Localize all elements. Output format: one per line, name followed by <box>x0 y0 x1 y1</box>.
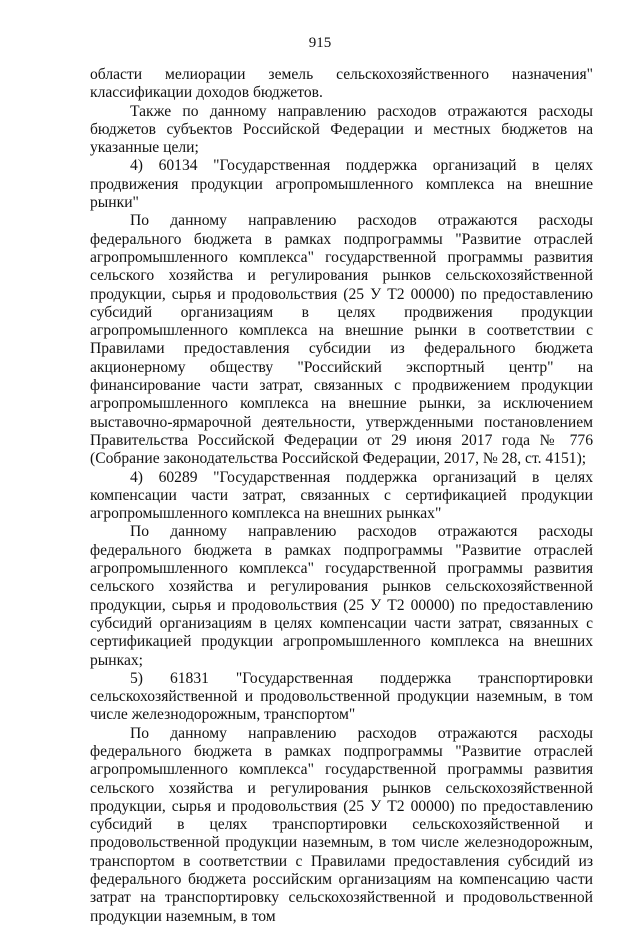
document-body <box>90 66 593 926</box>
paragraph: Также по данному направлению расходов отражаются расходы бюджетов субъектов Российской Федерации и местных бюджетов на указанные цели; <box>90 102 593 157</box>
paragraph: По данному направлению расходов отражаются расходы федерального бюджета в рамках подпрограммы "Развитие отраслей агропромышленного комплекса" государственной программы развития сельского хозяйства и регулирования рынков сельскохозяйственной продукции, сырья и продовольствия (25 У Т2 00000) по предоставлению субсидий организациям в целях продвижения продукции агропромышленного комплекса на внешние рынки в соответствии с Правилами предоставления субсидии из федерального бюджета акционерному обществу "Российский экспортный центр" на финансирование части затрат, связанных с продвижением продукции агропромышленного комплекса на внешние рынки, за исключением выставочно-ярмарочной деятельности, утвержденными постановлением Правительства Российской Федерации от 29 июня 2017 года № 776 (Собрание законодательства Российской Федерации, 2017, № 28, ст. 4151); <box>90 212 593 468</box>
paragraph-continuation: области мелиорации земель сельскохозяйственного назначения" классификации доходов бюджетов. <box>90 66 593 102</box>
paragraph: По данному направлению расходов отражаются расходы федерального бюджета в рамках подпрограммы "Развитие отраслей агропромышленного комплекса" государственной программы развития сельского хозяйства и регулирования рынков сельскохозяйственной продукции, сырья и продовольствия (25 У Т2 00000) по предоставлению субсидий в целях транспортировки сельскохозяйственной и продовольственной продукции наземным, в том числе железнодорожным, транспортом в соответствии с Правилами предоставления субсидий из федерального бюджета российским организациям на компенсацию части затрат на транспортировку сельскохозяйственной и продовольственной продукции наземным, в том <box>90 724 593 925</box>
section-heading-61831: 5) 61831 "Государственная поддержка транспортировки сельскохозяйственной и продовольственной продукции наземным, в том числе железнодорожным, транспортом" <box>90 669 593 724</box>
paragraph: По данному направлению расходов отражаются расходы федерального бюджета в рамках подпрограммы "Развитие отраслей агропромышленного комплекса" государственной программы развития сельского хозяйства и регулирования рынков сельскохозяйственной продукции, сырья и продовольствия (25 У Т2 00000) по предоставлению субсидий организациям в целях компенсации части затрат, связанных с сертификацией продукции агропромышленного комплекса на внешних рынках; <box>90 523 593 669</box>
page-number: 915 <box>308 35 332 51</box>
section-heading-60289: 4) 60289 "Государственная поддержка организаций в целях компенсации части затрат, связанных с сертификацией продукции агропромышленного комплекса на внешних рынках" <box>90 468 593 523</box>
section-heading-60134: 4) 60134 "Государственная поддержка организаций в целях продвижения продукции агропромышленного комплекса на внешние рынки" <box>90 157 593 212</box>
